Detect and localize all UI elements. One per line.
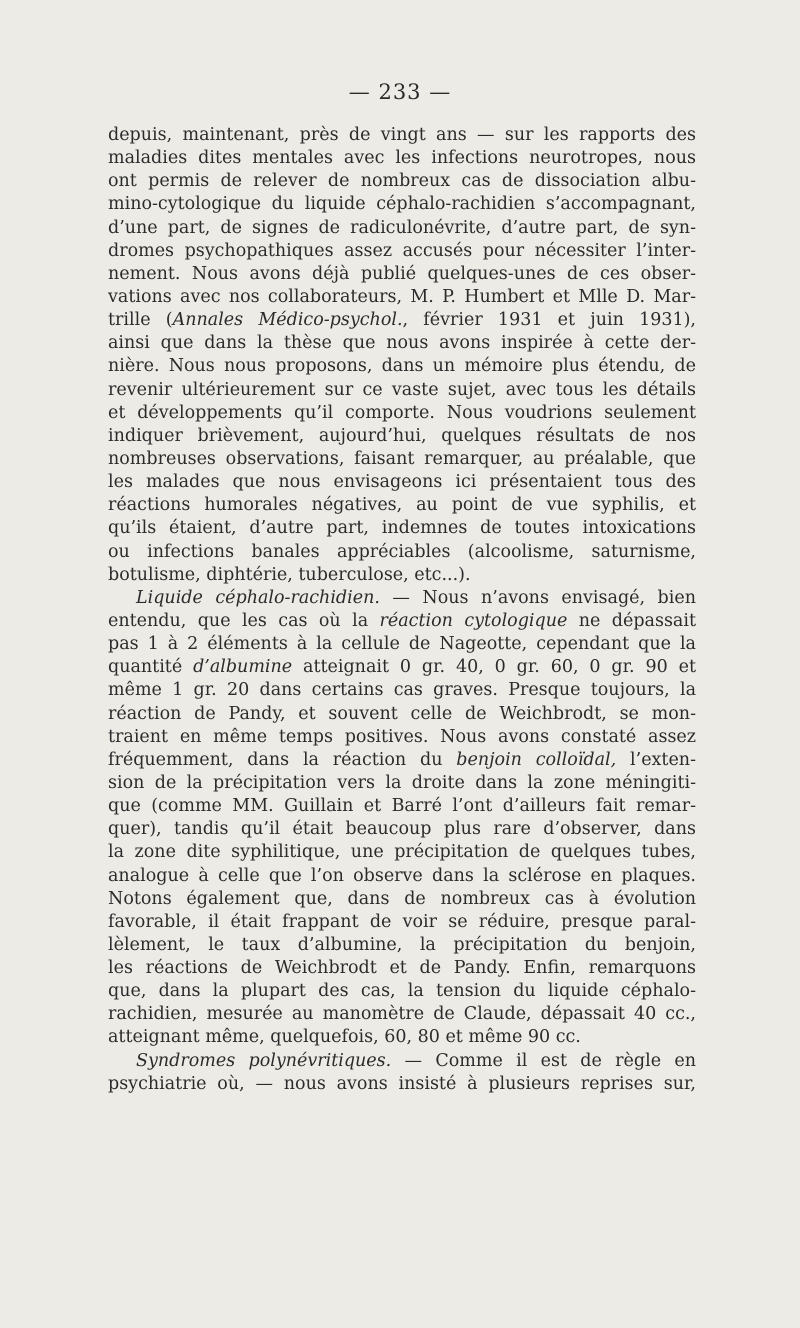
text-line: [108, 911, 696, 934]
text-segment: rachidien, mesurée au manomètre de Claude, dépassait 40 cc.,: [108, 1004, 696, 1025]
text-segment: réactions humorales négatives, au point de vue syphilis, et: [108, 495, 696, 516]
text-segment: quantité: [108, 657, 194, 678]
text-segment: — Nous n’avons envisagé, bien: [379, 587, 696, 608]
text-line: [108, 865, 696, 888]
text-segment: — Comme il est de règle en: [391, 1050, 696, 1071]
text-segment: les malades que nous envisageons ici présentaient tous des: [108, 472, 696, 493]
text-line: [108, 147, 696, 170]
text-line: [108, 934, 696, 957]
text-segment: entendu, que les cas où la: [108, 610, 380, 631]
text-line: [108, 703, 696, 726]
text-line: [108, 772, 696, 795]
text-segment: qu’ils étaient, d’autre part, indemnes de toutes intoxications: [108, 518, 696, 539]
page-number: — 233 —: [348, 80, 452, 104]
text-line: [108, 610, 696, 633]
text-segment: nombreuses observations, faisant remarquer, au préalable, que: [108, 448, 696, 469]
text-line: [108, 448, 696, 471]
text-line: [108, 402, 696, 425]
text-line: [108, 1073, 696, 1096]
text-segment: sion de la précipitation vers la droite dans la zone méningiti-: [108, 772, 696, 793]
text-segment: indiquer brièvement, aujourd’hui, quelques résultats de nos: [108, 425, 696, 446]
italic-text: Liquide céphalo-rachidien.: [136, 587, 380, 608]
text-line: [108, 471, 696, 494]
text-segment: analogue à celle que l’on observe dans la sclérose en plaques.: [108, 865, 696, 886]
text-line: [108, 749, 696, 772]
text-line: [108, 170, 696, 193]
text-line: [108, 679, 696, 702]
text-segment: traient en même temps positives. Nous avons constaté assez: [108, 726, 696, 747]
text-segment: favorable, il était frappant de voir se réduire, presque paral-: [108, 911, 696, 932]
text-line: [108, 332, 696, 355]
text-segment: mino-cytologique du liquide céphalo-rachidien s’accompagnant,: [108, 194, 696, 215]
text-line: [108, 263, 696, 286]
text-segment: botulisme, diphtérie, tuberculose, etc...).: [108, 564, 471, 585]
italic-text: Annales Médico-psychol.: [172, 310, 403, 331]
text-line: [108, 564, 696, 587]
text-segment: Notons également que, dans de nombreux cas à évolution: [108, 888, 696, 909]
text-line: [108, 1050, 696, 1073]
text-segment: trille (: [108, 310, 173, 331]
text-segment: maladies dites mentales avec les infections neurotropes, nous: [108, 148, 696, 169]
text-segment: fréquemment, dans la réaction du: [108, 749, 457, 770]
text-line: [108, 795, 696, 818]
text-line: [108, 494, 696, 517]
text-segment: dromes psychopathiques assez accusés pour nécessiter l’inter-: [108, 240, 696, 261]
text-segment: atteignait 0 gr. 40, 0 gr. 60, 0 gr. 90 et: [292, 657, 696, 678]
text-segment: la zone dite syphilitique, une précipitation de quelques tubes,: [108, 842, 696, 863]
text-segment: lèlement, le taux d’albumine, la précipitation du benjoin,: [108, 934, 696, 955]
text-line: [108, 240, 696, 263]
text-segment: même 1 gr. 20 dans certains cas graves. Presque toujours, la: [108, 680, 696, 701]
text-segment: , février 1931 et juin 1931),: [402, 310, 696, 331]
text-line: [108, 726, 696, 749]
text-line: [108, 656, 696, 679]
text-segment: atteignant même, quelquefois, 60, 80 et même 90 cc.: [108, 1027, 581, 1048]
text-segment: et développements qu’il comporte. Nous voudrions seulement: [108, 402, 696, 423]
text-segment: revenir ultérieurement sur ce vaste sujet, avec tous les détails: [108, 379, 696, 400]
text-segment: réaction de Pandy, et souvent celle de Weichbrodt, se mon-: [108, 703, 696, 724]
text-segment: ont permis de relever de nombreux cas de dissociation albu-: [108, 171, 696, 192]
text-line: [108, 980, 696, 1003]
italic-text: Syndromes polynévritiques.: [136, 1050, 392, 1071]
text-line: [108, 425, 696, 448]
text-body: [108, 124, 696, 1096]
text-segment: l’exten-: [616, 749, 696, 770]
text-line: [108, 957, 696, 980]
text-line: [108, 517, 696, 540]
text-line: [108, 633, 696, 656]
text-segment: quer), tandis qu’il était beaucoup plus rare d’observer, dans: [108, 819, 696, 840]
text-segment: que, dans la plupart des cas, la tension du liquide céphalo-: [108, 981, 696, 1002]
text-line: [108, 286, 696, 309]
text-line: [108, 587, 696, 610]
text-segment: depuis, maintenant, près de vingt ans — sur les rapports des: [108, 125, 696, 145]
text-segment: d’une part, de signes de radiculonévrite, d’autre part, de syn-: [108, 217, 696, 238]
text-line: [108, 124, 696, 147]
text-line: [108, 193, 696, 216]
text-segment: pas 1 à 2 éléments à la cellule de Nageotte, cependant que la: [108, 634, 696, 655]
text-line: [108, 818, 696, 841]
text-segment: ne dépassait: [567, 610, 696, 631]
text-line: [108, 379, 696, 402]
text-segment: vations avec nos collaborateurs, M. P. Humbert et Mlle D. Mar-: [108, 286, 696, 307]
text-segment: que (comme MM. Guillain et Barré l’ont d’ailleurs fait remar-: [108, 796, 696, 817]
text-line: [108, 541, 696, 564]
text-segment: nière. Nous nous proposons, dans un mémoire plus étendu, de: [108, 356, 696, 377]
italic-text: d’albumine: [193, 657, 293, 678]
text-line: [108, 309, 696, 332]
text-line: [108, 888, 696, 911]
text-line: [108, 217, 696, 240]
text-segment: ainsi que dans la thèse que nous avons inspirée à cette der-: [108, 333, 696, 354]
text-line: [108, 841, 696, 864]
italic-text: réaction cytologique: [379, 610, 568, 631]
text-segment: psychiatrie où, — nous avons insisté à plusieurs reprises sur,: [108, 1073, 696, 1094]
text-segment: les réactions de Weichbrodt et de Pandy. Enfin, remarquons: [108, 958, 696, 979]
text-segment: ou infections banales appréciables (alcoolisme, saturnisme,: [108, 541, 696, 562]
text-line: [108, 1026, 696, 1049]
text-segment: nement. Nous avons déjà publié quelques-unes de ces obser-: [108, 263, 696, 284]
italic-text: benjoin colloïdal,: [456, 749, 617, 770]
text-line: [108, 355, 696, 378]
text-line: [108, 1003, 696, 1026]
